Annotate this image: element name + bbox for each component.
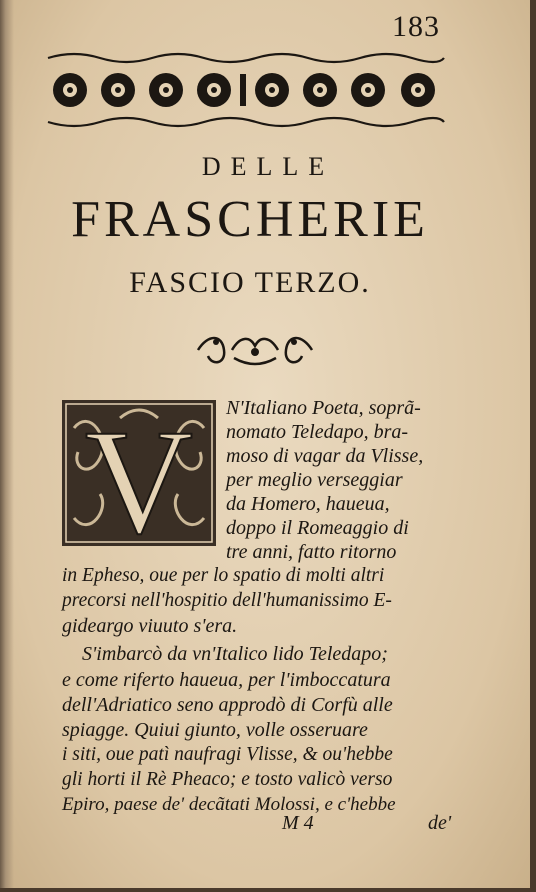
text-line: dell'Adriatico seno approdò di Corfù alle — [62, 694, 393, 716]
fleuron-ornament — [194, 330, 316, 370]
text-line: i siti, oue patì naufragi Vlisse, & ou'hebbe — [62, 744, 393, 765]
signature-mark: M 4 — [282, 812, 314, 834]
decorated-initial-v — [60, 398, 218, 548]
text-line: in Epheso, oue per lo spatio di molti altri — [62, 565, 385, 586]
title-line-delle: DELLE — [201, 152, 335, 181]
text-line: per meglio verseggiar — [226, 469, 403, 491]
text-line: nomato Teledapo, bra- — [226, 421, 409, 443]
page-gutter-shadow — [0, 0, 14, 888]
text-line: N'Italiano Poeta, soprã- — [226, 397, 421, 419]
text-line: precorsi nell'hospitio dell'humanissimo E- — [62, 590, 392, 611]
title-line-frascherie: FRASCHERIE — [71, 191, 429, 248]
svg-text:V: V — [84, 399, 194, 548]
text-line: gli horti il Rè Pheaco; e tosto valicò verso — [62, 769, 393, 790]
catchword: de' — [428, 812, 452, 834]
title-line-fascio-terzo: FASCIO TERZO. — [129, 266, 371, 299]
text-line: da Homero, haueua, — [226, 493, 390, 515]
text-line: Epiro, paese de' decãtati Molossi, e c'hebbe — [62, 794, 396, 815]
text-line: doppo il Romeaggio di — [226, 517, 409, 539]
text-line: tre anni, fatto ritorno — [226, 541, 397, 563]
text-line: moso di vagar da Vlisse, — [226, 445, 424, 467]
page-number: 183 — [392, 10, 440, 43]
text-line: e come riferto haueua, per l'imboccatura — [62, 669, 391, 691]
text-line: spiagge. Quiui giunto, volle osseruare — [62, 719, 368, 741]
text-line: gideargo viuuto s'era. — [62, 615, 238, 637]
text-line: S'imbarcò da vn'Italico lido Teledapo; — [82, 643, 388, 665]
ornamental-headpiece — [44, 48, 448, 130]
